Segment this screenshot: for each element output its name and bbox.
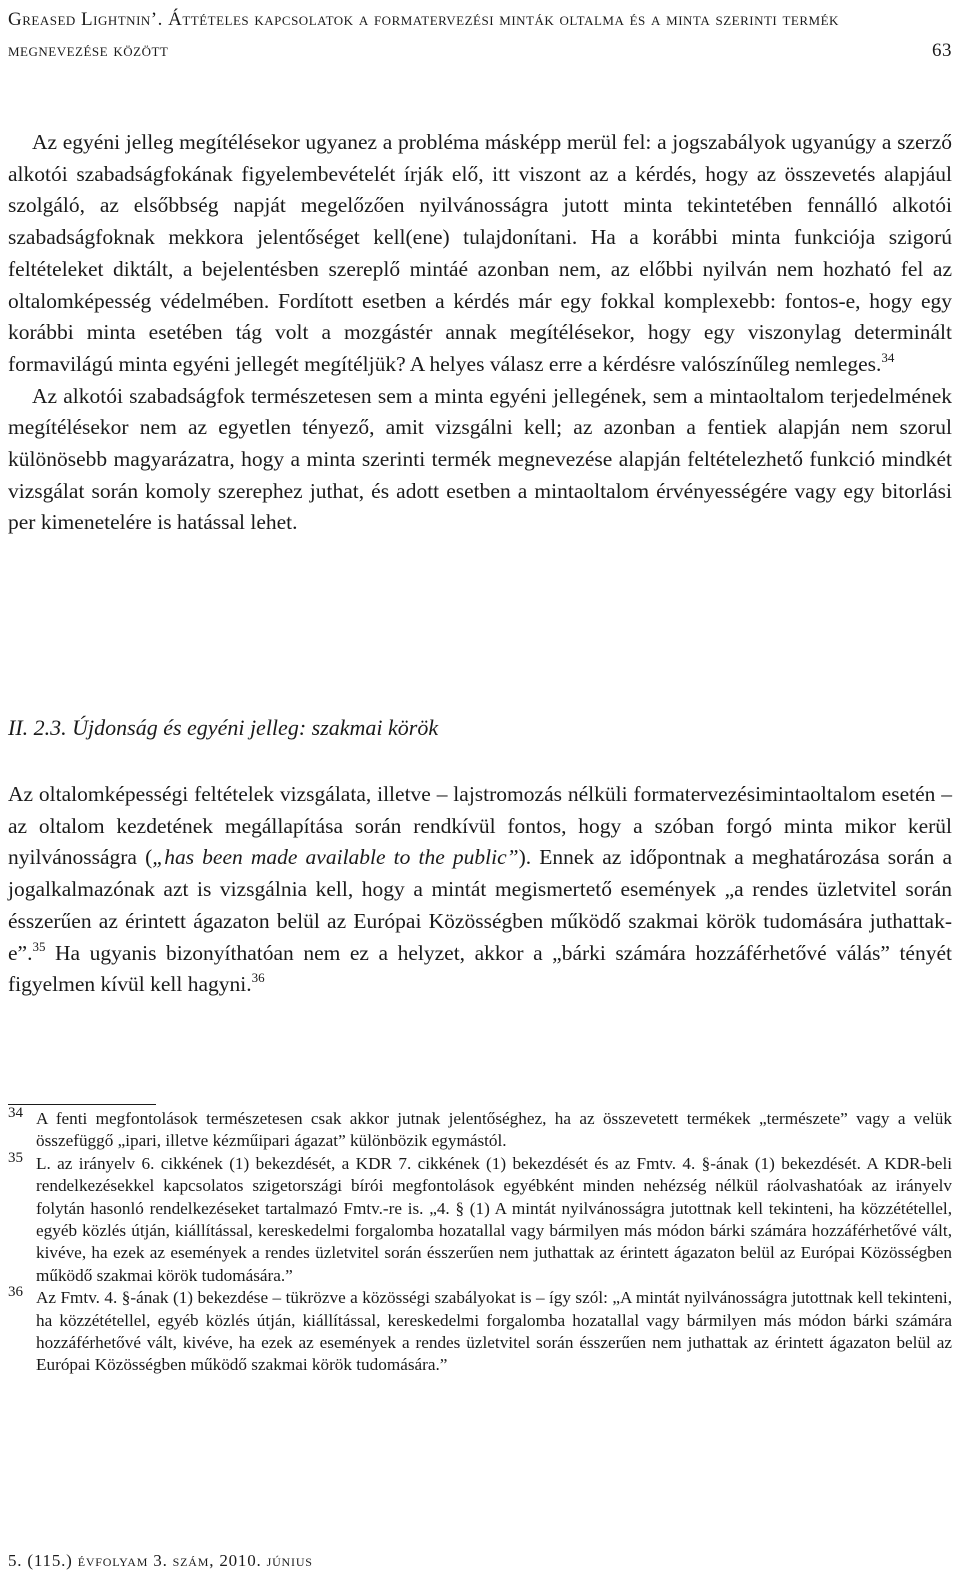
paragraph-3-text-c: Ha ugyanis bizonyíthatóan nem ez a helyzet, akkor a „bárki számára hozzáférhetővé válás” tényét figyelmen kívül kell hagyni. <box>8 940 952 997</box>
footnote-ref-35: 35 <box>32 938 46 954</box>
footnote-number: 34 <box>8 1105 23 1121</box>
paragraph-1-text: Az egyéni jelleg megítélésekor ugyanez a probléma másképp merül fel: a jogszabályok ugyanúgy a szerző alkotói szabadságfokának figyelembevételét írják elő, itt viszont az a kérdés, hogy az összevetés alapjául szolgáló, az elsőbbség napját megelőzően nyilvánosságra jutott minta tekintetében fennálló alkotói szabadságfoknak mekkora jelentőséget kell(ene) tulajdonítani. Ha a korábbi minta funkciója szigorú feltételeket diktált, a bejelentésben szereplő mintáé azonban nem, az előbbi nyilván nem hozható fel az oltalomképesség védelmében. Fordított esetben a kérdés már egy fokkal komplexebb: fontos-e, hogy egy korábbi minta esetében tág volt a mozgástér annak megítélésekor, hogy egy viszonylag determinált formavilágú minta egyéni jellegét megítéljük? A helyes válasz erre a kérdésre valószínűleg nemleges. <box>8 130 952 376</box>
paragraph-2 <box>8 381 952 540</box>
paragraph-3-text-b: ). Ennek az időpontnak a meghatározása során a jogalkalmazónak azt is vizsgálnia kell, hogy a mintát megismertető események „a rendes üzletvitel során ésszerűen az érintett ágazaton belül az Európai Közösségben működő szakmai körök tudomására juthattak-e”. <box>8 845 953 965</box>
footnote-ref-34: 34 <box>881 349 895 365</box>
journal-footer: 5. (115.) évfolyam 3. szám, 2010. június <box>8 1551 313 1570</box>
running-header <box>8 4 952 66</box>
paragraph-2-text: Az alkotói szabadságfok természetesen sem a minta egyéni jellegének, sem a mintaoltalom terjedelmének megítélésekor nem az egyetlen tényező, amit vizsgálni kell; az azonban a fentiek alapján nem szorul különösebb magyarázatra, hogy a minta szerinti termék megnevezése alapján feltételezhető funkció mindkét vizsgálat során komoly szerephez juthat, és adott esetben a mintaoltalom érvényességére vagy egy bitorlási per kimenetelére is hatással lehet. <box>8 383 952 535</box>
section-heading: II. 2.3. Újdonság és egyéni jelleg: szakmai körök <box>8 715 439 740</box>
footnote-36 <box>8 1284 952 1377</box>
footnote-text: A fenti megfontolások természetesen csak akkor jutnak jelentőséghez, ha az összevetett termékek „természete” vagy a velük összefüggő „ipari, illetve kézműipari ágazat” különbözik egymástól. <box>36 1109 952 1151</box>
footnote-ref-36: 36 <box>251 970 265 986</box>
paragraph-3-text-a: Az oltalomképességi feltételek vizsgálata, illetve – lajstromozás nélküli formatervezésimintaoltalom esetén – az oltalom kezdetének megállapítása során rendkívül fontos, hogy a szóban forgó minta mikor kerül nyilvánosságra ( <box>8 782 952 870</box>
footnote-text: Az Fmtv. 4. §-ának (1) bekezdése – tükrözve a közösségi szabályokat is – így szól: „A mintát nyilvánosságra jutottnak kell tekinteni, ha közzététellel, egyéb közlés útján, kiállítással, kereskedelmi forgalomba hozatallal vagy bármilyen más módon bárki számára hozzáférhetővé vált, kivéve, ha ezek az események a rendes üzletvitel során ésszerűen nem juthattak az érintett ágazaton belül az Európai Közösségben működő szakmai körök tudomására.” <box>36 1288 952 1375</box>
paragraph-3-quote-english: „has been made available to the public” <box>152 845 519 870</box>
body-text-lower <box>8 779 952 1001</box>
body-text-upper <box>8 127 952 539</box>
footnote-35 <box>8 1149 952 1287</box>
footnote-text: L. az irányelv 6. cikkének (1) bekezdését, a KDR 7. cikkének (1) bekezdését és az Fmtv. 4. §-ának (1) bekezdését. A KDR-beli rendelkezésekkel kapcsolatos szigetországi bírói megfontolások egyébként minden nehézség nélkül ráolvashatóak az irányelv folytán hasonló rendelkezéseket tartalmazó Fmtv.-re is. „4. § (1) A mintát nyilvánosságra jutottnak kell tekinteni, ha közzététellel, egyéb közlés útján, kiállítással, kereskedelmi forgalomba hozatallal vagy bármilyen más módon bárki számára hozzáférhetővé vált, kivéve, ha ezek az események a rendes üzletvitel során ésszerűen nem juthattak az érintett ágazaton belül az Európai Közösségben működő szakmai körök tudomására.” <box>36 1153 952 1285</box>
paragraph-1 <box>8 127 952 381</box>
footnote-number: 36 <box>8 1284 23 1301</box>
page-number: 63 <box>932 40 952 61</box>
footnotes <box>8 1105 952 1377</box>
paragraph-3 <box>8 779 952 1001</box>
footnote-separator <box>8 1104 156 1105</box>
footnote-number: 35 <box>8 1149 23 1166</box>
running-header-title: Greased Lightnin’. Áttételes kapcsolatok a formatervezési minták oltalma és a minta szerinti termék megnevezése között <box>8 9 839 61</box>
footnote-34 <box>8 1105 952 1153</box>
